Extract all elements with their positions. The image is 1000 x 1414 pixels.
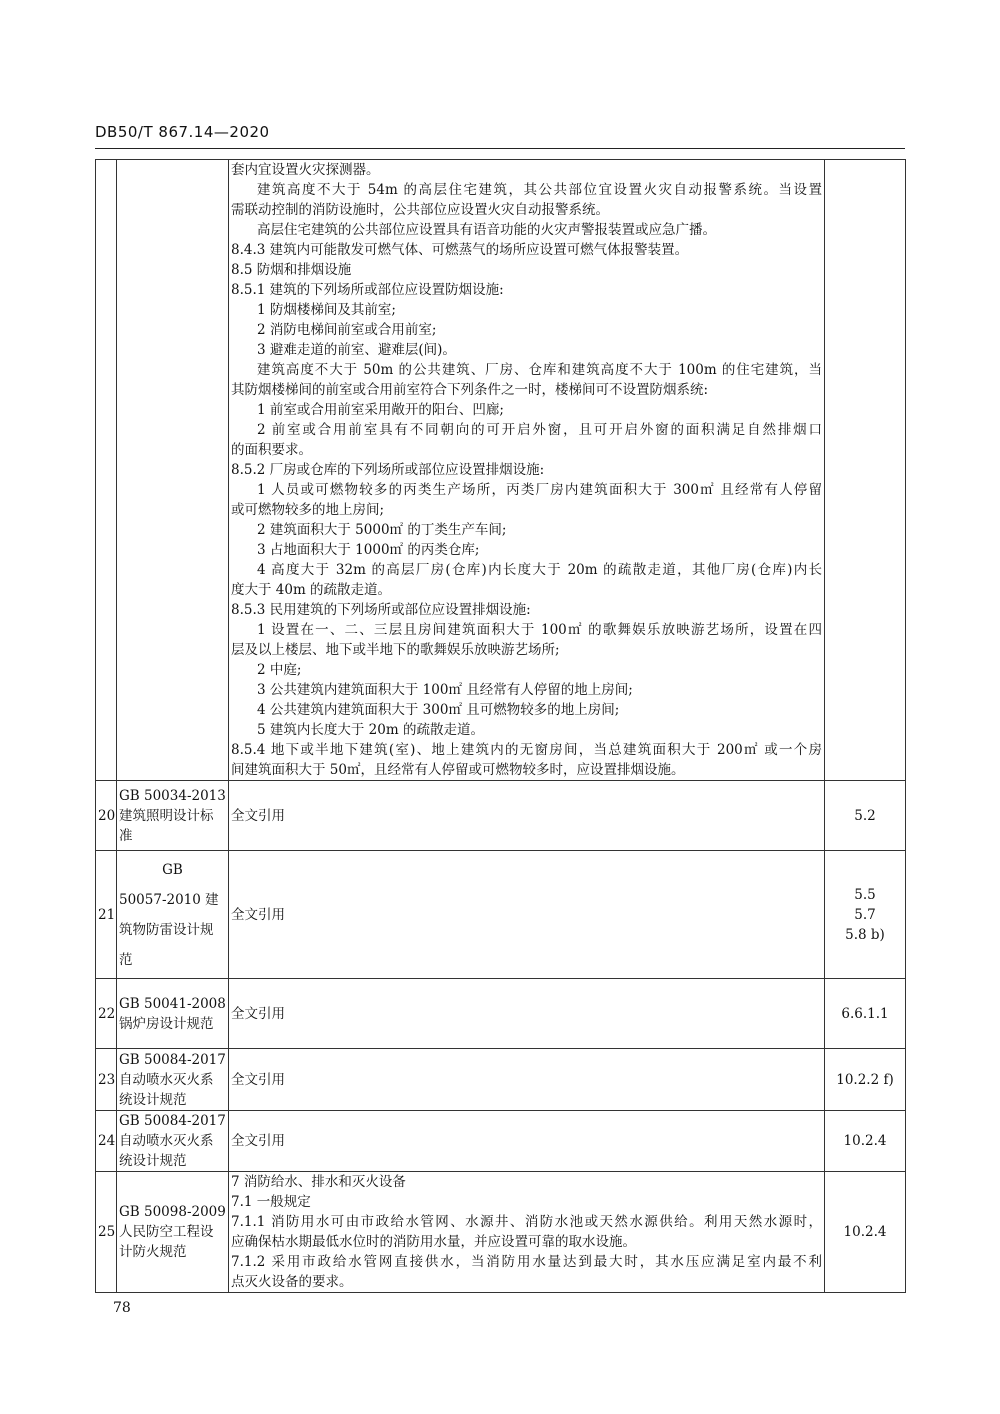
content-line: 8.5.4 地下或半地下建筑(室)、地上建筑内的无窗房间，当总建筑面积大于 200㎡ 或一个房 [231, 742, 822, 758]
content-cell [229, 979, 825, 1049]
standards-table [95, 159, 906, 1293]
content-line: 8.5 防烟和排烟设施 [231, 262, 352, 278]
clause-number: 5.8 b) [845, 926, 885, 943]
content-line: 8.5.3 民用建筑的下列场所或部位应设置排烟设施: [231, 602, 531, 618]
content-line: 需联动控制的消防设施时，公共部位应设置火灾自动报警系统。 [231, 202, 609, 218]
standard-name [117, 1049, 229, 1111]
standards-table-body [96, 160, 906, 1293]
clause-cell [825, 1111, 906, 1172]
standard-line: 自动喷水灭火系 [119, 1071, 214, 1088]
standard-name [117, 1111, 229, 1172]
clause-cell [825, 979, 906, 1049]
content-line: 层及以上楼层、地下或半地下的歌舞娱乐放映游艺场所; [231, 642, 560, 658]
content-line: 1 前室或合用前室采用敞开的阳台、凹廊; [257, 402, 504, 418]
content-line: 8.5.1 建筑的下列场所或部位应设置防烟设施: [231, 282, 504, 298]
content-line: 5 建筑内长度大于 20m 的疏散走道。 [257, 722, 484, 738]
clause-cell [825, 851, 906, 979]
content-line: 全文引用 [231, 906, 285, 923]
table-row-continuation [96, 160, 906, 781]
clause-cell [825, 1049, 906, 1111]
standard-line: GB 50034-2013 [119, 787, 226, 804]
content-line: 的面积要求。 [231, 442, 312, 458]
row-number: 21 [96, 851, 117, 979]
content-line: 7 消防给水、排水和灭火设备 [231, 1174, 406, 1190]
clause-cell [825, 781, 906, 851]
standard-line: 准 [119, 827, 133, 844]
content-line: 7.1 一般规定 [231, 1194, 311, 1210]
content-line: 全文引用 [231, 1133, 285, 1149]
content-line: 2 建筑面积大于 5000㎡ 的丁类生产车间; [257, 522, 507, 538]
table-row [96, 851, 906, 979]
clause-number: 6.6.1.1 [841, 1005, 889, 1022]
content-line: 高层住宅建筑的公共部位应设置具有语音功能的火灾声警报装置或应急广播。 [257, 222, 716, 238]
content-cell [229, 851, 825, 979]
content-line: 3 避难走道的前室、避难层(间)。 [257, 342, 456, 358]
standard-line: 统设计规范 [119, 1153, 187, 1169]
content-cell [229, 1111, 825, 1172]
standard-line: GB 50041-2008 [119, 995, 226, 1012]
table-row [96, 1172, 906, 1293]
table-row [96, 781, 906, 851]
content-cell [229, 781, 825, 851]
standard-line: 50057-2010 建 [119, 891, 219, 908]
document-code: DB50/T 867.14—2020 [95, 123, 270, 141]
content-line: 建筑高度不大于 50m 的公共建筑、厂房、仓库和建筑高度不大于 100m 的住宅建筑，当 [257, 362, 822, 378]
standard-line: 统设计规范 [119, 1091, 187, 1108]
content-line: 2 前室或合用前室具有不同朝向的可开启外窗，且可开启外窗的面积满足自然排烟口 [257, 422, 822, 438]
header-rule [95, 148, 905, 149]
row-number: 23 [96, 1049, 117, 1111]
content-line: 度大于 40m 的疏散走道。 [231, 582, 392, 598]
content-line: 8.4.3 建筑内可能散发可燃气体、可燃蒸气的场所应设置可燃气体报警装置。 [231, 242, 689, 258]
standard-line: 建筑照明设计标 [119, 807, 214, 824]
content-line: 2 中庭; [257, 662, 302, 678]
standard-line: GB 50098-2009 [119, 1204, 226, 1220]
content-line: 全文引用 [231, 1071, 285, 1088]
content-cell [229, 160, 825, 781]
clause-number: 10.2.4 [843, 1224, 887, 1240]
clause-number: 5.5 [854, 886, 876, 903]
content-line: 间建筑面积大于 50㎡，且经常有人停留或可燃物较多时，应设置排烟设施。 [231, 762, 685, 778]
standard-cell [117, 160, 229, 781]
content-line: 1 防烟楼梯间及其前室; [257, 302, 396, 318]
standard-name [117, 851, 229, 979]
table-row [96, 1111, 906, 1172]
standard-line: GB 50084-2017 [119, 1113, 226, 1129]
content-line: 应确保枯水期最低水位时的消防用水量，并应设置可靠的取水设施。 [231, 1234, 636, 1250]
standard-name [117, 781, 229, 851]
content-line: 1 设置在一、二、三层且房间建筑面积大于 100㎡ 的歌舞娱乐放映游艺场所，设置在四 [257, 622, 822, 638]
content-line: 3 公共建筑内建筑面积大于 100㎡ 且经常有人停留的地上房间; [257, 682, 633, 698]
standard-line: GB [162, 861, 183, 878]
standard-name [117, 1172, 229, 1293]
content-line: 建筑高度不大于 54m 的高层住宅建筑，其公共部位宜设置火灾自动报警系统。当设置 [257, 182, 822, 198]
content-line: 4 公共建筑内建筑面积大于 300㎡ 且可燃物较多的地上房间; [257, 702, 620, 718]
content-line: 全文引用 [231, 1005, 285, 1022]
content-line: 套内宜设置火灾探测器。 [231, 162, 380, 178]
standard-line: 人民防空工程设 [119, 1224, 214, 1240]
clause-number: 5.7 [854, 906, 876, 923]
content-line: 其防烟楼梯间的前室或合用前室符合下列条件之一时，楼梯间可不设置防烟系统: [231, 382, 709, 398]
standard-name [117, 979, 229, 1049]
content-line: 3 占地面积大于 1000㎡ 的丙类仓库; [257, 542, 480, 558]
page-number: 78 [113, 1300, 131, 1316]
row-number: 25 [96, 1172, 117, 1293]
standard-line: GB 50084-2017 [119, 1051, 226, 1068]
standard-line: 计防火规范 [119, 1244, 187, 1260]
table-row [96, 979, 906, 1049]
standard-line: 自动喷水灭火系 [119, 1133, 214, 1149]
clause-cell [825, 1172, 906, 1293]
row-number: 24 [96, 1111, 117, 1172]
content-cell [229, 1049, 825, 1111]
content-line: 或可燃物较多的地上房间; [231, 502, 385, 518]
content-line: 7.1.2 采用市政给水管网直接供水，当消防用水量达到最大时，其水压应满足室内最不利 [231, 1254, 822, 1270]
content-line: 8.5.2 厂房或仓库的下列场所或部位应设置排烟设施: [231, 462, 545, 478]
content-line: 2 消防电梯间前室或合用前室; [257, 322, 437, 338]
standard-line: 筑物防雷设计规 [119, 921, 214, 938]
table-row [96, 1049, 906, 1111]
row-number: 22 [96, 979, 117, 1049]
standard-line: 锅炉房设计规范 [119, 1015, 214, 1032]
row-number: 20 [96, 781, 117, 851]
row-number-cell [96, 160, 117, 781]
content-line: 全文引用 [231, 807, 285, 824]
content-line: 1 人员或可燃物较多的丙类生产场所，丙类厂房内建筑面积大于 300㎡ 且经常有人停留 [257, 482, 822, 498]
content-line: 点灭火设备的要求。 [231, 1274, 353, 1290]
clause-number: 10.2.2 f) [836, 1071, 894, 1088]
clause-number: 5.2 [854, 807, 876, 824]
content-line: 4 高度大于 32m 的高层厂房(仓库)内长度大于 20m 的疏散走道，其他厂房(仓库)内长 [257, 562, 822, 578]
standard-line: 范 [119, 951, 133, 968]
content-line: 7.1.1 消防用水可由市政给水管网、水源井、消防水池或天然水源供给。利用天然水源时， [231, 1214, 822, 1230]
clause-cell [825, 160, 906, 781]
content-cell [229, 1172, 825, 1293]
clause-number: 10.2.4 [843, 1133, 887, 1149]
